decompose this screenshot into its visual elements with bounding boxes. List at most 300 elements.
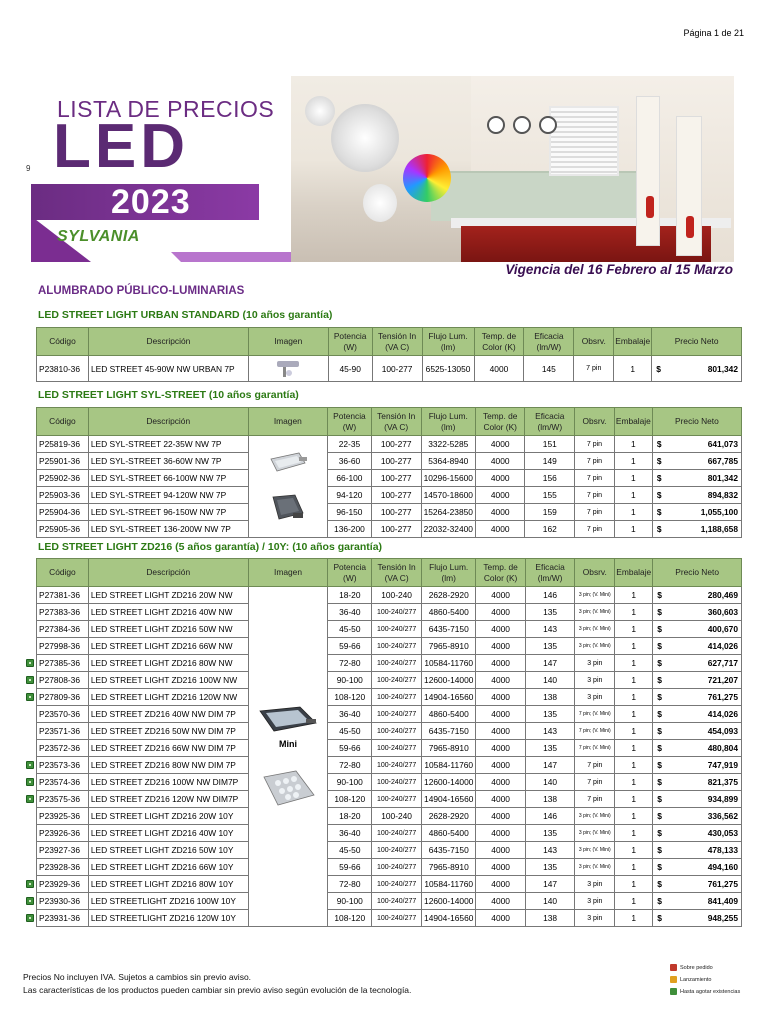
- table-row: [37, 621, 742, 638]
- stock-marker-icon: [26, 761, 34, 769]
- efficacy: 140: [525, 893, 575, 910]
- footer-tech-note: Las características de los productos pueden cambiar sin previo aviso según evolución de la tecnología.: [23, 985, 412, 995]
- column-header: Código: [37, 328, 89, 356]
- legend-item: [670, 976, 712, 983]
- power: 45-50: [328, 842, 372, 859]
- price-value: 494,160: [707, 862, 738, 872]
- voltage: 100-240/277: [372, 774, 422, 791]
- product-code: P27998-36: [37, 638, 89, 655]
- color-temp: 4000: [475, 487, 525, 504]
- price-value: 801,342: [707, 473, 738, 483]
- efficacy: 147: [525, 757, 575, 774]
- power: 96-150: [328, 504, 372, 521]
- packaging: 1: [614, 487, 652, 504]
- efficacy: 138: [525, 791, 575, 808]
- net-price: [653, 621, 742, 638]
- column-header: Eficacia (lm/W): [525, 559, 575, 587]
- voltage: 100-240/277: [372, 842, 422, 859]
- luminous-flux: 15264-23850: [421, 504, 475, 521]
- net-price: [652, 504, 741, 521]
- power: 45-90: [328, 356, 372, 382]
- price-value: 1,188,658: [700, 524, 738, 534]
- packaging: 1: [614, 356, 652, 382]
- packaging: 1: [615, 621, 653, 638]
- net-price: [653, 808, 742, 825]
- luminous-flux: 6435-7150: [422, 842, 476, 859]
- color-temp: 4000: [476, 638, 525, 655]
- price-value: 454,093: [707, 726, 738, 736]
- price-value: 414,026: [707, 709, 738, 719]
- stock-marker-icon: [26, 795, 34, 803]
- packaging: 1: [615, 774, 653, 791]
- voltage: 100-240/277: [372, 638, 422, 655]
- section-heading: ALUMBRADO PÚBLICO-LUMINARIAS: [38, 285, 245, 297]
- color-temp: 4000: [476, 621, 525, 638]
- color-temp: 4000: [476, 859, 525, 876]
- table-row: [37, 487, 742, 504]
- power: 59-66: [328, 859, 372, 876]
- table-row: [37, 436, 742, 453]
- currency-symbol: $: [656, 473, 662, 483]
- luminous-flux: 12600-14000: [422, 774, 476, 791]
- power: 108-120: [328, 910, 372, 927]
- product-description: LED STREET ZD216 50W NW DIM 7P: [88, 723, 248, 740]
- voltage: 100-240: [372, 808, 422, 825]
- table-row: [37, 655, 742, 672]
- currency-symbol: $: [657, 709, 662, 719]
- efficacy: 140: [525, 672, 575, 689]
- net-price: [652, 453, 741, 470]
- price-list-banner: [31, 76, 734, 262]
- column-header: Flujo Lum. (lm): [422, 559, 476, 587]
- net-price: [653, 910, 742, 927]
- observation: 7 pin; (V. Mini): [575, 723, 615, 740]
- currency-symbol: $: [656, 363, 661, 374]
- net-price: [653, 791, 742, 808]
- zd216-mini-luminaire-image: [256, 703, 320, 737]
- stock-marker-icon: [26, 880, 34, 888]
- luminous-flux: 10296-15600: [421, 470, 475, 487]
- product-code: P23927-36: [37, 842, 89, 859]
- color-temp: 4000: [475, 521, 525, 538]
- column-header: Tensión In (VA C): [372, 328, 422, 356]
- packaging: 1: [615, 706, 653, 723]
- efficacy: 147: [525, 655, 575, 672]
- efficacy: 159: [525, 504, 575, 521]
- packaging: 1: [614, 470, 652, 487]
- power: 36-40: [328, 706, 372, 723]
- power: 72-80: [328, 876, 372, 893]
- packaging: 1: [615, 876, 653, 893]
- currency-symbol: $: [657, 743, 662, 753]
- mini-label: Mini: [279, 738, 298, 749]
- efficacy: 135: [525, 740, 575, 757]
- legend-item: [670, 988, 740, 995]
- column-header: Embalaje: [614, 328, 652, 356]
- luminous-flux: 22032-32400: [421, 521, 475, 538]
- currency-symbol: $: [657, 658, 662, 668]
- legend-label: Hasta agotar existencias: [680, 988, 741, 995]
- product-description: LED STREET LIGHT ZD216 66W 10Y: [88, 859, 248, 876]
- voltage: 100-240/277: [372, 757, 422, 774]
- spot-bulb-image: [331, 104, 399, 172]
- price-value: 627,717: [707, 658, 738, 668]
- voltage: 100-240/277: [372, 740, 422, 757]
- product-code: P27385-36: [37, 655, 89, 672]
- column-header: Flujo Lum. (lm): [422, 328, 474, 356]
- price-value: 430,053: [707, 828, 738, 838]
- column-header: Código: [37, 559, 89, 587]
- luminous-flux: 14904-16560: [422, 791, 476, 808]
- column-header: Obsrv.: [574, 328, 614, 356]
- color-temp: 4000: [475, 470, 525, 487]
- product-code: P23929-36: [37, 876, 89, 893]
- product-code: P23926-36: [37, 825, 89, 842]
- currency-symbol: $: [656, 439, 662, 449]
- currency-symbol: $: [657, 624, 662, 634]
- net-price: [653, 876, 742, 893]
- power: 66-100: [328, 470, 372, 487]
- price-value: 894,832: [707, 490, 738, 500]
- table-header-row: [37, 408, 742, 436]
- power: 94-120: [328, 487, 372, 504]
- legend-item: [670, 964, 713, 971]
- footer-iva-note: Precios No incluyen IVA. Sujetos a cambios sin previo aviso.: [23, 972, 252, 982]
- color-temp: 4000: [476, 672, 525, 689]
- packaging: 1: [614, 436, 652, 453]
- efficacy: 143: [525, 842, 575, 859]
- product-description: LED STREET LIGHT ZD216 80W 10Y: [88, 876, 248, 893]
- product-image-cell: [248, 356, 328, 382]
- product-description: LED STREET 45-90W NW URBAN 7P: [88, 356, 248, 382]
- voltage: 100-240/277: [372, 876, 422, 893]
- table-row: [37, 672, 742, 689]
- packaging: 1: [615, 893, 653, 910]
- banner-year: 2023: [111, 183, 191, 221]
- power: 90-100: [328, 672, 372, 689]
- luminous-flux: 4860-5400: [422, 604, 476, 621]
- flag-icon: [670, 964, 677, 971]
- price-table-syl-street: [36, 407, 742, 538]
- product-description: LED STREET ZD216 120W NW DIM7P: [88, 791, 248, 808]
- currency-symbol: $: [657, 828, 662, 838]
- net-price: [652, 487, 741, 504]
- luminous-flux: 12600-14000: [422, 893, 476, 910]
- price-value: 478,133: [707, 845, 738, 855]
- product-code: P23574-36: [37, 774, 89, 791]
- product-description: LED STREET LIGHT ZD216 40W 10Y: [88, 825, 248, 842]
- banner-title: LISTA DE PRECIOS: [57, 96, 275, 122]
- net-price: [653, 757, 742, 774]
- observation: 3 pin; (V. Mini): [575, 587, 615, 604]
- price-value: 761,275: [707, 692, 738, 702]
- observation: 3 pin; (V. Mini): [575, 842, 615, 859]
- luminous-flux: 12600-14000: [422, 672, 476, 689]
- packaging: 1: [614, 453, 652, 470]
- column-header: Descripción: [88, 408, 248, 436]
- observation: 3 pin: [575, 893, 615, 910]
- price-value: 641,073: [707, 439, 738, 449]
- urban-luminaire-image: [273, 359, 303, 379]
- table-row: [37, 638, 742, 655]
- sylvania-logo: SYLVANIA: [57, 228, 140, 245]
- price-value: 1,055,100: [700, 507, 738, 517]
- packaging: 1: [615, 791, 653, 808]
- power: 36-60: [328, 453, 372, 470]
- column-header: Imagen: [248, 408, 327, 436]
- color-temp: 4000: [476, 757, 525, 774]
- power: 59-66: [328, 740, 372, 757]
- power: 90-100: [328, 774, 372, 791]
- column-header: Obsrv.: [575, 408, 615, 436]
- packaging: 1: [615, 910, 653, 927]
- net-price: [653, 604, 742, 621]
- product-description: LED STREET LIGHT ZD216 100W NW: [88, 672, 248, 689]
- column-header: Precio Neto: [652, 408, 741, 436]
- efficacy: 138: [525, 910, 575, 927]
- currency-symbol: $: [657, 692, 662, 702]
- column-header: Imagen: [248, 559, 328, 587]
- currency-symbol: $: [657, 641, 662, 651]
- currency-symbol: $: [657, 726, 662, 736]
- product-description: LED STREET ZD216 40W NW DIM 7P: [88, 706, 248, 723]
- voltage: 100-240/277: [372, 604, 422, 621]
- packaging: 1: [615, 842, 653, 859]
- packaging: 1: [615, 723, 653, 740]
- efficacy: 156: [525, 470, 575, 487]
- luminous-flux: 10584-11760: [422, 655, 476, 672]
- voltage: 100-240/277: [372, 791, 422, 808]
- table-row: [37, 774, 742, 791]
- observation: 3 pin; (V. Mini): [575, 808, 615, 825]
- net-price: [653, 893, 742, 910]
- product-code: P27384-36: [37, 621, 89, 638]
- table-row: [37, 706, 742, 723]
- color-temp: 4000: [475, 436, 525, 453]
- net-price: [653, 740, 742, 757]
- voltage: 100-240: [372, 587, 422, 604]
- voltage: 100-240/277: [372, 825, 422, 842]
- power: 90-100: [328, 893, 372, 910]
- net-price: [652, 436, 741, 453]
- price-table-urban: [36, 327, 742, 382]
- product-description: LED STREET LIGHT ZD216 50W 10Y: [88, 842, 248, 859]
- power: 18-20: [328, 587, 372, 604]
- product-code: P23925-36: [37, 808, 89, 825]
- table1-title: LED STREET LIGHT URBAN STANDARD (10 años garantía): [38, 309, 333, 321]
- voltage: 100-240/277: [372, 859, 422, 876]
- power: 72-80: [328, 655, 372, 672]
- price-value: 721,207: [707, 675, 738, 685]
- column-header: Obsrv.: [575, 559, 615, 587]
- column-header: Precio Neto: [653, 559, 742, 587]
- luminous-flux: 5364-8940: [421, 453, 475, 470]
- table2-title: LED STREET LIGHT SYL-STREET (10 años garantía): [38, 389, 299, 401]
- table-row: [37, 604, 742, 621]
- voltage: 100-240/277: [372, 655, 422, 672]
- observation: 3 pin: [575, 672, 615, 689]
- table-row: [37, 808, 742, 825]
- syl-street-luminaire-image: [265, 449, 311, 485]
- observation: 3 pin; (V. Mini): [575, 638, 615, 655]
- table-row: [37, 859, 742, 876]
- efficacy: 138: [525, 689, 575, 706]
- table-row: [37, 470, 742, 487]
- product-description: LED STREET LIGHT ZD216 20W 10Y: [88, 808, 248, 825]
- price-value: 747,919: [707, 760, 738, 770]
- net-price: [653, 723, 742, 740]
- net-price: [653, 638, 742, 655]
- table-row: [37, 723, 742, 740]
- currency-symbol: $: [657, 913, 662, 923]
- luminous-flux: 6435-7150: [422, 621, 476, 638]
- currency-symbol: $: [656, 507, 662, 517]
- voltage: 100-240/277: [372, 893, 422, 910]
- table-row: [37, 504, 742, 521]
- power: 72-80: [328, 757, 372, 774]
- observation: 7 pin: [575, 453, 615, 470]
- table-row: [37, 893, 742, 910]
- observation: 7 pin; (V. Mini): [575, 740, 615, 757]
- packaging: 1: [615, 655, 653, 672]
- product-code: P23930-36: [37, 893, 89, 910]
- luminous-flux: 10584-11760: [422, 757, 476, 774]
- efficacy: 155: [525, 487, 575, 504]
- product-description: LED STREET ZD216 80W NW DIM 7P: [88, 757, 248, 774]
- product-description: LED STREET LIGHT ZD216 20W NW: [88, 587, 248, 604]
- product-code: P23575-36: [37, 791, 89, 808]
- luminous-flux: 3322-5285: [421, 436, 475, 453]
- table-row: [37, 356, 742, 382]
- voltage: 100-277: [371, 470, 421, 487]
- observation: 7 pin: [575, 757, 615, 774]
- product-description: LED STREET LIGHT ZD216 66W NW: [88, 638, 248, 655]
- product-code: P23572-36: [37, 740, 89, 757]
- legend-label: Lanzamiento: [680, 976, 712, 983]
- observation: 7 pin: [574, 356, 614, 382]
- stock-marker-icon: [26, 693, 34, 701]
- luminous-flux: 4860-5400: [422, 706, 476, 723]
- product-code: P23928-36: [37, 859, 89, 876]
- color-temp: 4000: [476, 604, 525, 621]
- observation: 3 pin; (V. Mini): [575, 859, 615, 876]
- color-temp: 4000: [476, 791, 525, 808]
- voltage: 100-277: [371, 436, 421, 453]
- luminous-flux: 6435-7150: [422, 723, 476, 740]
- efficacy: 135: [525, 706, 575, 723]
- currency-symbol: $: [657, 862, 662, 872]
- observation: 3 pin; (V. Mini): [575, 604, 615, 621]
- efficacy: 149: [525, 453, 575, 470]
- observation: 3 pin: [575, 655, 615, 672]
- color-temp: 4000: [476, 740, 525, 757]
- net-price: [653, 672, 742, 689]
- net-price: [653, 774, 742, 791]
- product-description: LED SYL-STREET 36-60W NW 7P: [88, 453, 248, 470]
- table-row: [37, 453, 742, 470]
- voltage: 100-240/277: [372, 723, 422, 740]
- efficacy: 143: [525, 723, 575, 740]
- luminous-flux: 10584-11760: [422, 876, 476, 893]
- currency-symbol: $: [657, 794, 662, 804]
- currency-symbol: $: [657, 607, 662, 617]
- price-value: 761,275: [707, 879, 738, 889]
- page-number: Página 1 de 21: [683, 28, 744, 38]
- observation: 3 pin; (V. Mini): [575, 621, 615, 638]
- packaging: 1: [615, 638, 653, 655]
- efficacy: 162: [525, 521, 575, 538]
- voltage: 100-240/277: [372, 672, 422, 689]
- side-mark: 9: [26, 164, 31, 173]
- currency-symbol: $: [657, 845, 662, 855]
- product-description: LED SYL-STREET 22-35W NW 7P: [88, 436, 248, 453]
- luminous-flux: 2628-2920: [422, 808, 476, 825]
- price-value: 480,804: [707, 743, 738, 753]
- power: 136-200: [328, 521, 372, 538]
- efficacy: 147: [525, 876, 575, 893]
- currency-symbol: $: [657, 760, 662, 770]
- stock-marker-icon: [26, 778, 34, 786]
- voltage: 100-277: [371, 487, 421, 504]
- product-code: P27808-36: [37, 672, 89, 689]
- power: 18-20: [328, 808, 372, 825]
- observation: 7 pin: [575, 791, 615, 808]
- column-header: Potencia (W): [328, 559, 372, 587]
- column-header: Precio Neto: [652, 328, 742, 356]
- observation: 3 pin: [575, 910, 615, 927]
- observation: 7 pin: [575, 436, 615, 453]
- efficacy: 145: [524, 356, 574, 382]
- power: 59-66: [328, 638, 372, 655]
- efficacy: 135: [525, 638, 575, 655]
- product-code: P23810-36: [37, 356, 89, 382]
- power: 45-50: [328, 723, 372, 740]
- product-code: P25902-36: [37, 470, 89, 487]
- luminous-flux: 14904-16560: [422, 910, 476, 927]
- product-code: P23571-36: [37, 723, 89, 740]
- stock-icon: [670, 988, 677, 995]
- net-price: [653, 706, 742, 723]
- efficacy: 146: [525, 808, 575, 825]
- table-header-row: [37, 328, 742, 356]
- product-code: P27381-36: [37, 587, 89, 604]
- luminous-flux: 6525-13050: [422, 356, 474, 382]
- table-row: [37, 791, 742, 808]
- rgb-bulb-image: [403, 154, 451, 202]
- efficacy: 135: [525, 825, 575, 842]
- price-value: 400,670: [707, 624, 738, 634]
- table-row: [37, 910, 742, 927]
- power: 36-40: [328, 604, 372, 621]
- table-row: [37, 825, 742, 842]
- product-code: P23573-36: [37, 757, 89, 774]
- column-header: Imagen: [248, 328, 328, 356]
- packaging: 1: [615, 672, 653, 689]
- price-table-zd216: [36, 558, 742, 927]
- column-header: Descripción: [88, 328, 248, 356]
- color-temp: 4000: [476, 910, 525, 927]
- column-header: Tensión In (VA C): [371, 408, 421, 436]
- product-description: LED SYL-STREET 136-200W NW 7P: [88, 521, 248, 538]
- efficacy: 146: [525, 587, 575, 604]
- net-price: [653, 587, 742, 604]
- net-price: [653, 689, 742, 706]
- product-description: LED STREET ZD216 66W NW DIM 7P: [88, 740, 248, 757]
- price-value: 841,409: [707, 896, 738, 906]
- efficacy: 135: [525, 604, 575, 621]
- power: 36-40: [328, 825, 372, 842]
- price-value: 414,026: [707, 641, 738, 651]
